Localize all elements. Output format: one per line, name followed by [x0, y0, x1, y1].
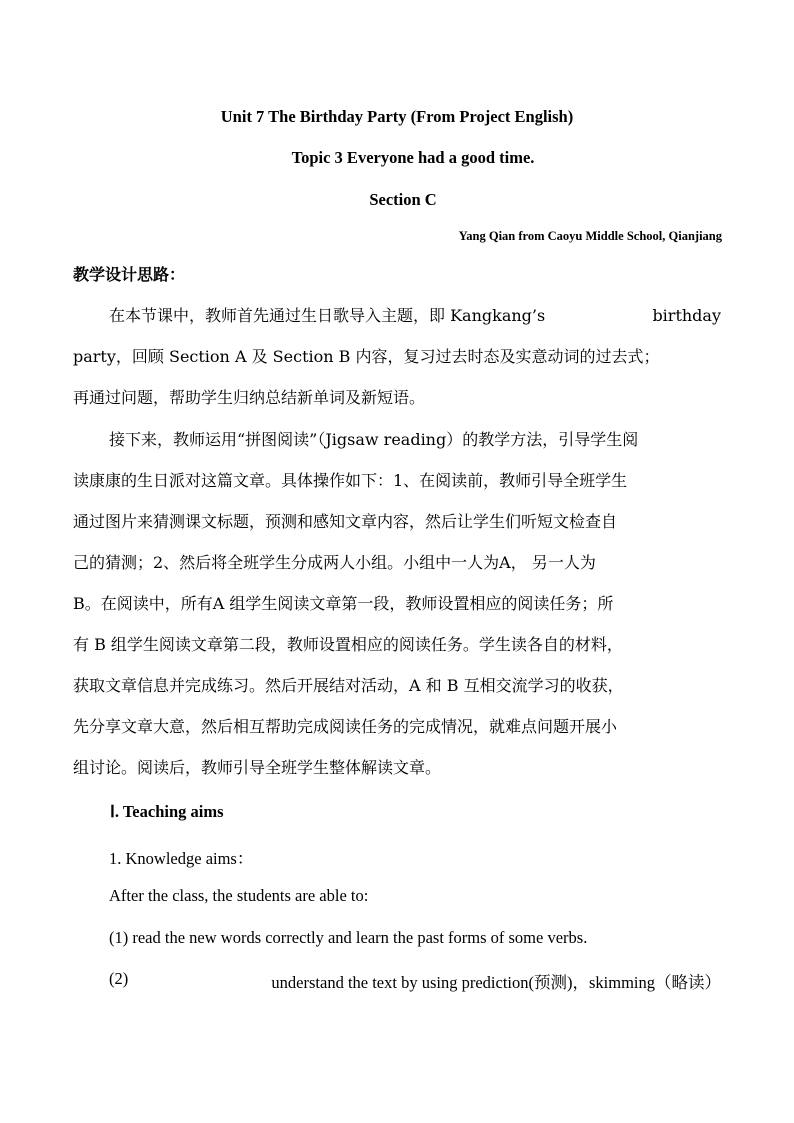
paragraph-line: 先分享文章大意，然后相互帮助完成阅读任务的完成情况，就难点问题开展小 — [73, 717, 618, 736]
paragraph-line-text: birthday — [652, 306, 721, 325]
paragraph-line — [73, 295, 721, 336]
author-line: Yang Qian from Caoyu Middle School, Qianjiang — [458, 229, 722, 243]
aims-intro: After the class, the students are able to: — [109, 886, 369, 905]
paragraph-line: 接下来，教师运用“拼图阅读”（Jigsaw reading）的教学方法，引导学生阅 — [109, 430, 639, 449]
paragraph-line: 读康康的生日派对这篇文章。具体操作如下：1、在阅读前，教师引导全班学生 — [73, 471, 628, 490]
aim-item-2-number: (2) — [109, 969, 129, 988]
paragraph-intro — [73, 295, 721, 418]
aim-item-1: (1) read the new words correctly and learn the past forms of some verbs. — [109, 928, 588, 947]
paragraph-line: B。在阅读中，所有A 组学生阅读文章第一段，教师设置相应的阅读任务；所 — [73, 594, 614, 613]
paragraph-line: 己的猜测；2、然后将全班学生分成两人小组。小组中一人为A， 另一人为 — [73, 553, 596, 572]
paragraph-line: 通过图片来猜测课文标题，预测和感知文章内容，然后让学生们听短文检查自 — [73, 512, 618, 531]
paragraph-line: party，回顾 Section A 及 Section B 内容，复习过去时态及实意动词的过去式； — [73, 347, 660, 366]
teaching-aims-heading: Ⅰ. Teaching aims — [110, 802, 224, 821]
paragraph-line: 获取文章信息并完成练习。然后开展结对活动，A 和 B 互相交流学习的收获， — [73, 676, 624, 695]
section-title: Section C — [369, 190, 437, 209]
paragraph-method — [73, 419, 721, 788]
paragraph-line: 再通过问题，帮助学生归纳总结新单词及新短语。 — [73, 388, 426, 407]
paragraph-line: 有 B 组学生阅读文章第二段，教师设置相应的阅读任务。学生读各自的材料， — [73, 635, 623, 654]
design-heading: 教学设计思路： — [73, 265, 186, 284]
aim-item-2 — [109, 969, 721, 993]
unit-title: Unit 7 The Birthday Party (From Project English) — [220, 107, 574, 126]
aim-item-2-text: understand the text by using prediction(预测)，skimming（略读） — [271, 973, 721, 992]
topic-title: Topic 3 Everyone had a good time. — [291, 148, 535, 167]
knowledge-aims-label: 1. Knowledge aims： — [109, 849, 254, 868]
paragraph-line-text: 在本节课中，教师首先通过生日歌导入主题，即 Kangkang’s — [109, 306, 546, 325]
paragraph-line: 组讨论。阅读后，教师引导全班学生整体解读文章。 — [73, 758, 442, 777]
